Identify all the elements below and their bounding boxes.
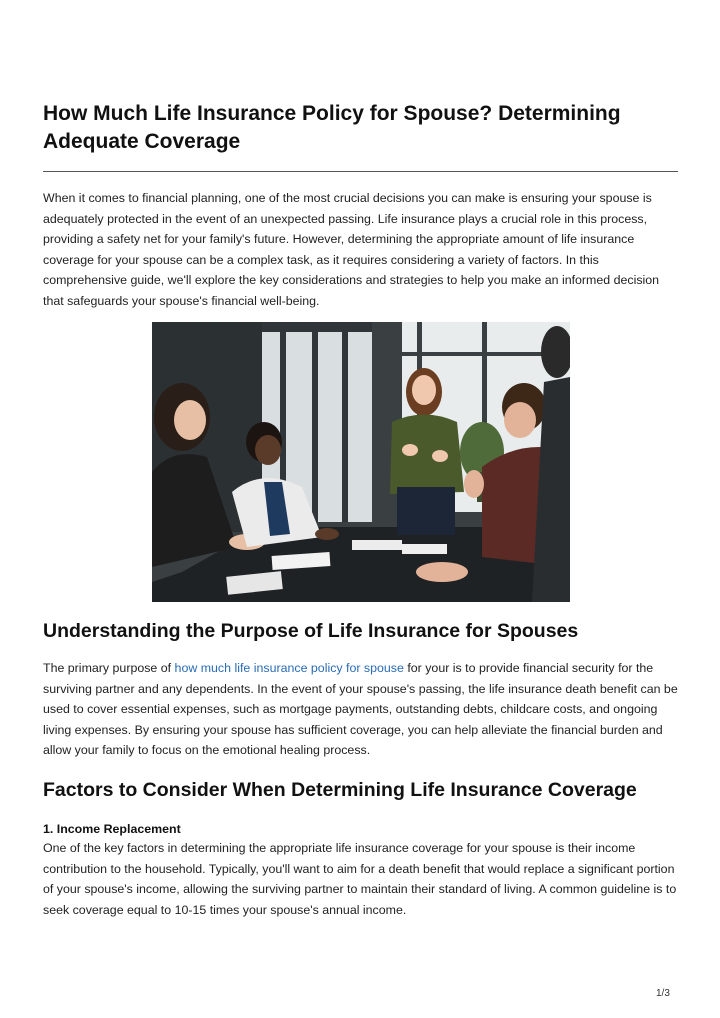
intro-paragraph: When it comes to financial planning, one of the most crucial decisions you can make is ensuring your spouse is adequately protected in the event of an unexpected passing. Life insurance plays a crucial role in this process, providing a safety net for your family's future. However, determining the appropriate amount of life insurance coverage for your spouse can be a complex task, as it requires considering a variety of factors. In this comprehensive guide, we'll explore the key considerations and strategies to help you make an informed decision that safeguards your spouse's financial well-being. — [43, 191, 660, 308]
title-divider — [43, 171, 678, 172]
income-replacement-paragraph: One of the key factors in determining the appropriate life insurance coverage for your spouse is their income contribution to the household. Typically, you'll want to aim for a death benefit that would replace a significant portion of your spouse's income, allowing the surviving partner to maintain their standard of living. A common guideline is to seek coverage equal to 10-15 times your spouse's annual income. — [43, 841, 677, 917]
page-number: 1/3 — [656, 988, 670, 999]
factors-heading: Factors to Consider When Determining Life Insurance Coverage — [43, 779, 637, 801]
office-meeting-photo — [152, 322, 570, 602]
purpose-heading: Understanding the Purpose of Life Insurance for Spouses — [43, 620, 579, 642]
income-replacement-heading: 1. Income Replacement — [43, 822, 181, 836]
purpose-paragraph — [43, 658, 683, 761]
purpose-text-start: The primary purpose of — [43, 661, 175, 675]
page-title: How Much Life Insurance Policy for Spouse? Determining Adequate Coverage — [43, 102, 621, 153]
purpose-text-end: for your is to provide financial security for the surviving partner and any dependents. In the event of your spouse's passing, the life insurance death benefit can be used to cover essential expenses, such as mortgage payments, outstanding debts, childcare costs, and ongoing living expenses. By ensuring your spouse has sufficient coverage, you can help alleviate the financial burden and allow your family to focus on the emotional healing process. — [43, 661, 678, 758]
inline-link-life-insurance[interactable]: how much life insurance policy for spouse — [174, 661, 404, 675]
